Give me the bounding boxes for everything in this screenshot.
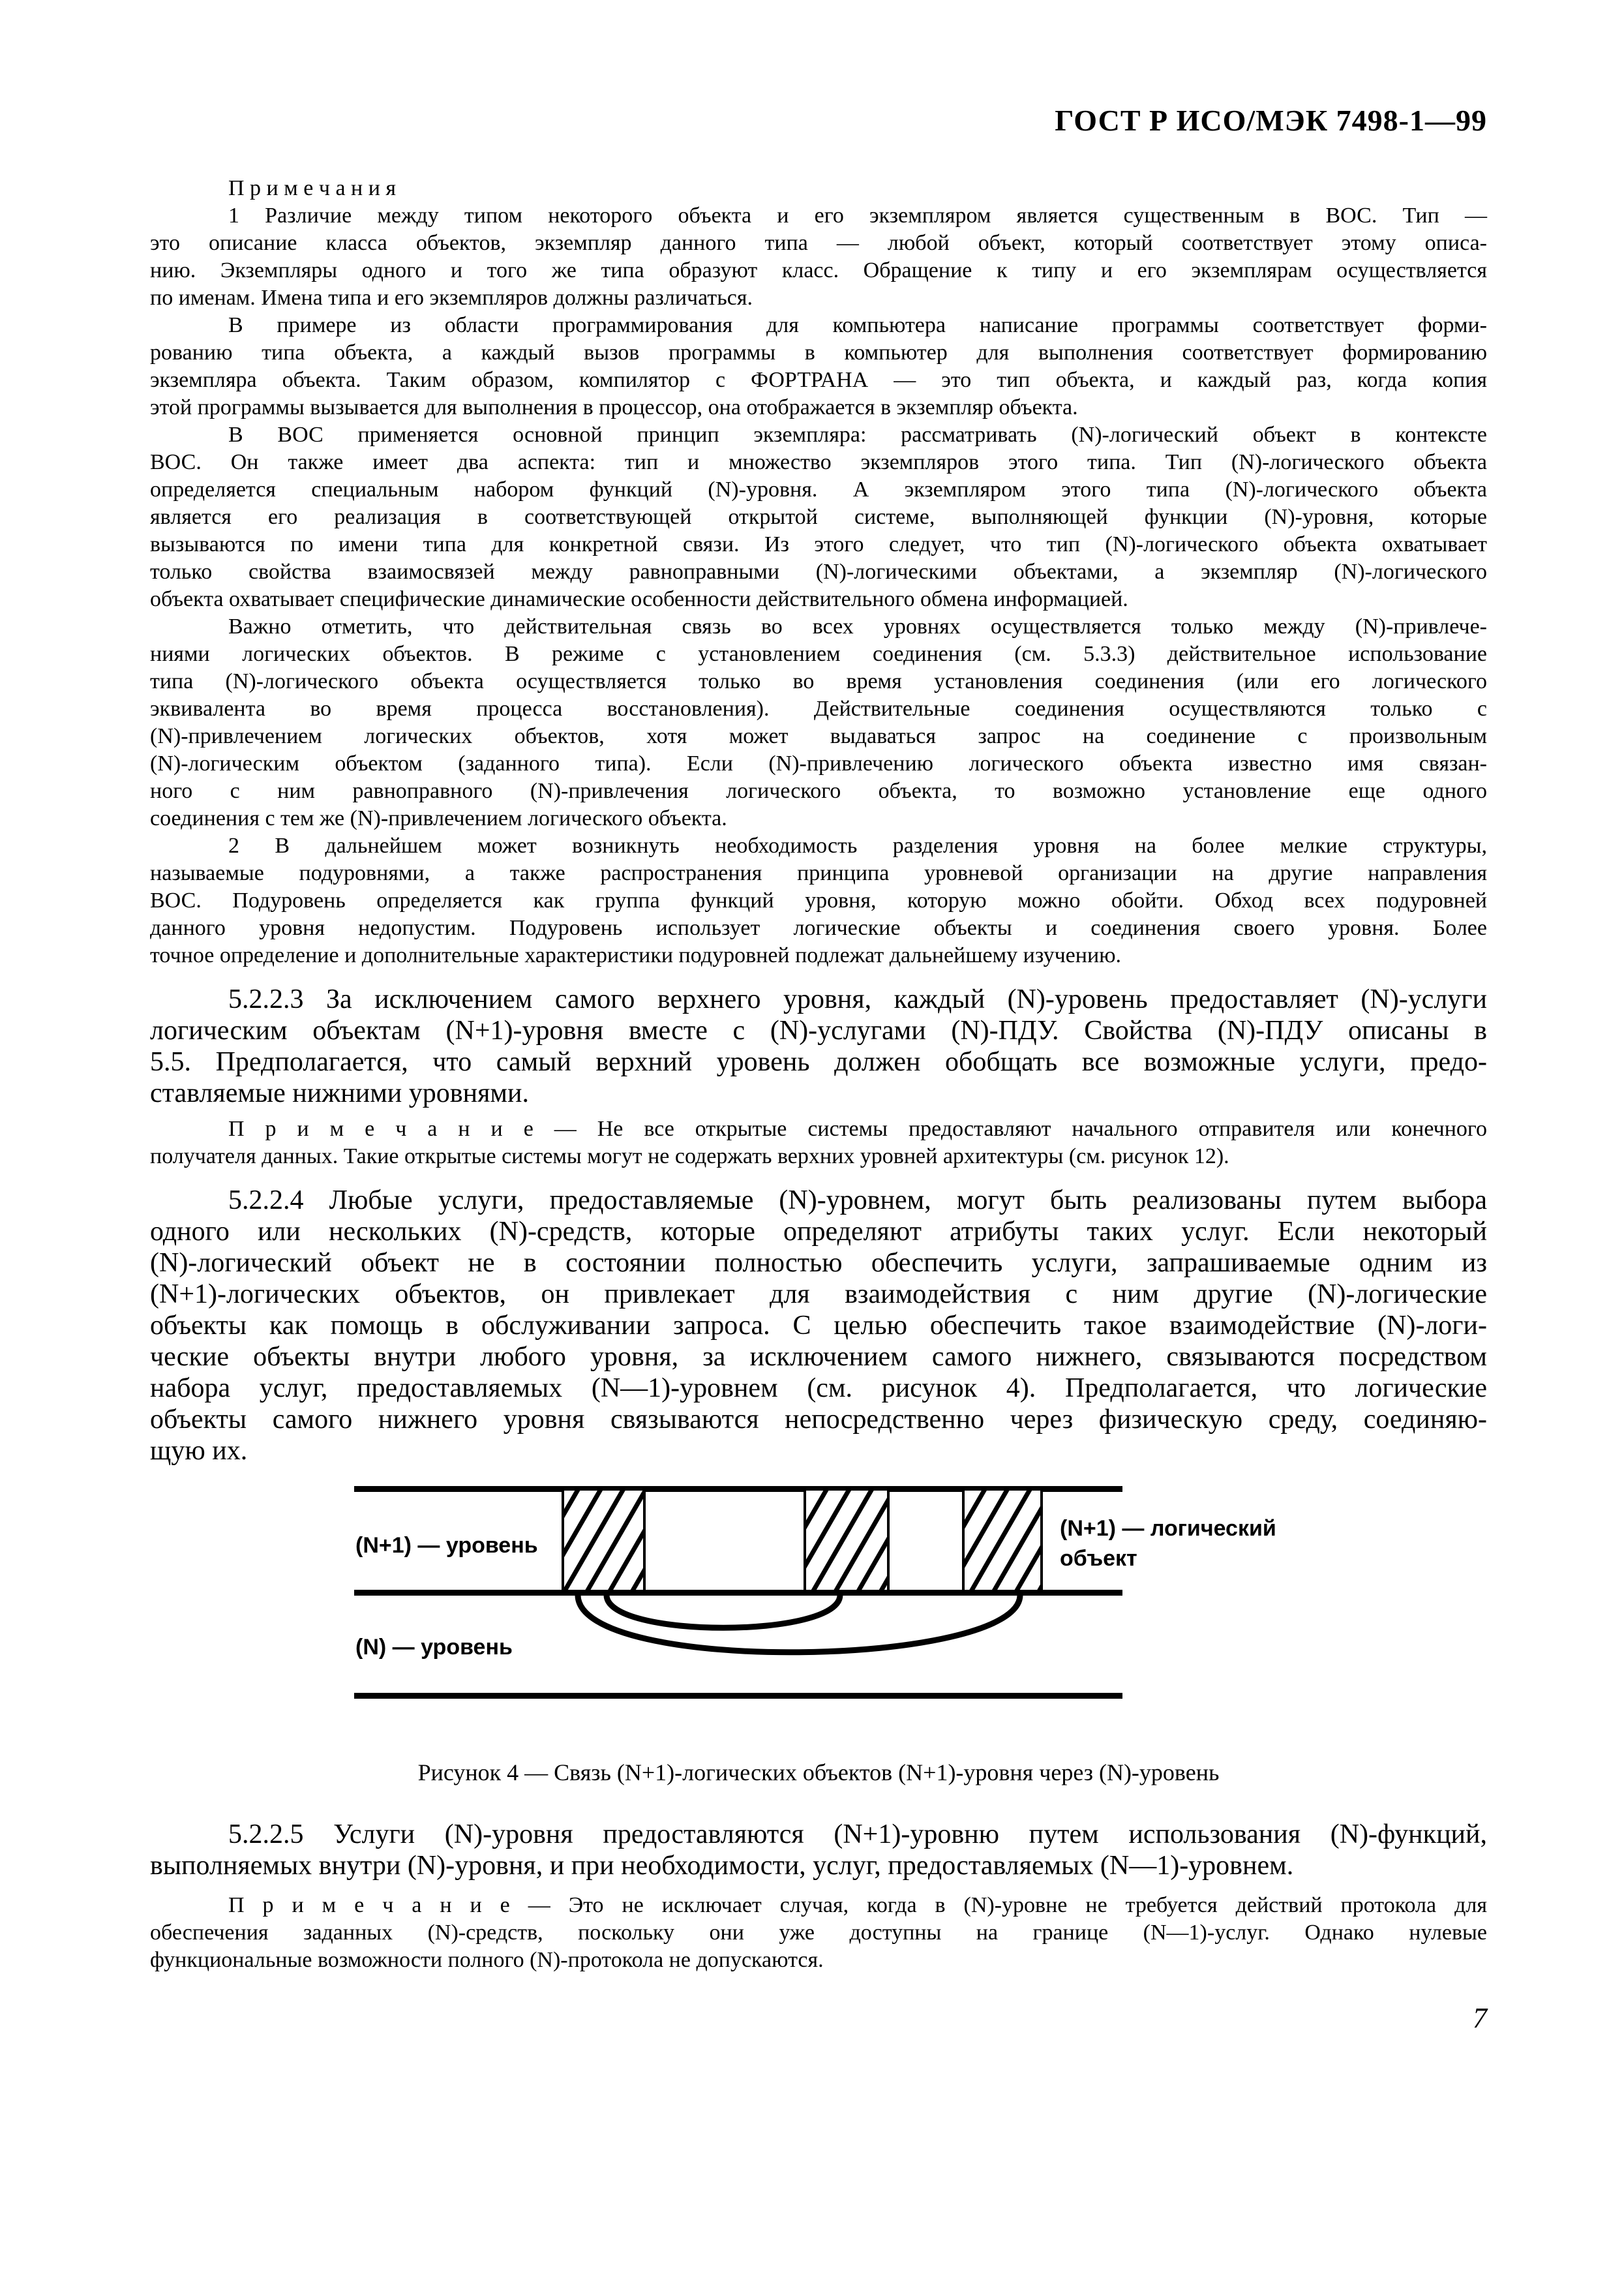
text-line: экземпляра объекта. Таким образом, компилятор с ФОРТРАНА — это тип объекта, и каждый раз, когда копия	[150, 368, 1487, 392]
text-line: П р и м е ч а н и е — Не все открытые системы предоставляют начального отправителя или конечного	[228, 1117, 1487, 1141]
text-line: ниями логических объектов. В режиме с установлением соединения (см. 5.3.3) действительное использование	[150, 642, 1487, 666]
page-content	[150, 175, 1487, 1974]
text-blocks-before-figure	[150, 175, 1487, 1466]
text-line: называемые подуровнями, а также распространения принципа уровневой организации на другие направления	[150, 861, 1487, 885]
text-line: объекты самого нижнего уровня связываются непосредственно через физическую среду, соединяю-	[150, 1405, 1487, 1435]
text-line: В примере из области программирования для компьютера написание программы соответствует форми-	[228, 313, 1487, 337]
text-line: данного уровня недопустим. Подуровень использует логические объекты и соединения своего уровня. Более	[150, 916, 1487, 940]
note-to-5-2-2-5	[150, 1892, 1487, 1974]
entity-box-3	[963, 1489, 1042, 1591]
section-5-2-2-4	[150, 1185, 1487, 1466]
text-line: это описание класса объектов, экземпляр данного типа — любой объект, который соответствует этому описа-	[150, 231, 1487, 255]
text-line: соединения с тем же (N)-привлечением логического объекта.	[150, 806, 727, 830]
text-line: одного или нескольких (N)-средств, которые определяют атрибуты таких услуг. Если некоторый	[150, 1217, 1487, 1247]
text-line: объекта охватывает специфические динамические особенности действительного обмена информацией.	[150, 587, 1128, 611]
text-line: по именам. Имена типа и его экземпляров должны различаться.	[150, 286, 753, 310]
note-2	[150, 832, 1487, 969]
text-line: объекты как помощь в обслуживании запроса. С целью обеспечить такое взаимодействие (N)-логи-	[150, 1311, 1487, 1341]
text-line: эквивалента во время процесса восстановления). Действительные соединения осуществляются только с	[150, 697, 1487, 721]
text-line: В ВОС применяется основной принцип экземпляра: рассматривать (N)-логический объект в контексте	[228, 423, 1487, 447]
document-code-header: ГОСТ Р ИСО/МЭК 7498-1—99	[1055, 104, 1487, 137]
text-line: ставляемые нижними уровнями.	[150, 1078, 529, 1108]
text-line: (N)-логический объект не в состоянии полностью обеспечить услуги, запрашиваемые одним из	[150, 1248, 1487, 1278]
text-line: является его реализация в соответствующей открытой системе, выполняющей функции (N)-уровня, которые	[150, 505, 1487, 529]
text-line: набора услуг, предоставляемых (N—1)-уровнем (см. рисунок 4). Предполагается, что логические	[150, 1373, 1487, 1403]
text-blocks-after-figure	[150, 1819, 1487, 1974]
text-line: П р и м е ч а н и е — Это не исключает случая, когда в (N)-уровне не требуется действий протокола для	[228, 1893, 1487, 1917]
figure-4	[150, 1468, 1487, 1709]
text-line: ВОС. Он также имеет два аспекта: тип и множество экземпляров этого типа. Тип (N)-логического объекта	[150, 450, 1487, 474]
lower-layer-boundary-line	[354, 1693, 1122, 1699]
text-line: нию. Экземпляры одного и того же типа образуют класс. Обращение к типу и его экземплярам осуществляется	[150, 258, 1487, 282]
section-5-2-2-5	[150, 1819, 1487, 1881]
page-number: 7	[1473, 2002, 1487, 2034]
figure-4-caption: Рисунок 4 — Связь (N+1)-логических объектов (N+1)-уровня через (N)-уровень	[417, 1759, 1220, 1785]
text-line: ного с ним равноправного (N)-привлечения логического объекта, то возможно установление еще одного	[150, 779, 1487, 803]
note-1-para-4	[150, 613, 1487, 832]
text-line: логическим объектам (N+1)-уровня вместе с (N)-услугами (N)-ПДУ. Свойства (N)-ПДУ описаны в	[150, 1016, 1487, 1046]
text-line: функциональные возможности полного (N)-протокола не допускаются.	[150, 1948, 824, 1972]
text-line: Важно отметить, что действительная связь во всех уровнях осуществляется только между (N)-привлече-	[228, 615, 1487, 639]
label-n-plus-1-entity	[1060, 1513, 1276, 1573]
inner-connection-arc	[607, 1595, 840, 1628]
text-line: выполняемых внутри (N)-уровня, и при необходимости, услуг, предоставляемых (N—1)-уровнем.	[150, 1851, 1294, 1881]
text-line: (N)-привлечением логических объектов, хотя может выдаваться запрос на соединение с произвольным	[150, 724, 1487, 748]
section-5-2-2-3	[150, 984, 1487, 1109]
notes-heading	[150, 175, 1487, 202]
note-1-para-2	[150, 312, 1487, 421]
text-line: ВОС. Подуровень определяется как группа функций уровня, которую можно обойти. Обход всех подуровней	[150, 888, 1487, 913]
text-line: рованию типа объекта, а каждый вызов программы в компьютер для выполнения соответствует формированию	[150, 341, 1487, 365]
label-n-plus-1-entity-line1: (N+1) — логический	[1060, 1516, 1276, 1541]
text-line: (N)-логическим объектом (заданного типа). Если (N)-привлечению логического объекта известно имя связан-	[150, 752, 1487, 776]
text-line: 5.2.2.4 Любые услуги, предоставляемые (N)-уровнем, могут быть реализованы путем выбора	[228, 1185, 1487, 1215]
text-line: П р и м е ч а н и я	[228, 176, 397, 200]
label-n-level: (N) — уровень	[355, 1635, 513, 1660]
text-line: типа (N)-логического объекта осуществляется только во время установления соединения (или его логического	[150, 669, 1487, 693]
text-line: вызываются по имени типа для конкретной связи. Из этого следует, что тип (N)-логического объекта охватывает	[150, 532, 1487, 556]
text-line: щую их.	[150, 1436, 248, 1466]
label-n-plus-1-level: (N+1) — уровень	[355, 1533, 538, 1558]
text-line: 5.5. Предполагается, что самый верхний уровень должен обобщать все возможные услуги, предо-	[150, 1047, 1487, 1077]
text-line: (N+1)-логических объектов, он привлекает для взаимодействия с ним другие (N)-логические	[150, 1279, 1487, 1309]
entity-box-1	[563, 1489, 644, 1591]
text-line: ческие объекты внутри любого уровня, за исключением самого нижнего, связываются посредством	[150, 1342, 1487, 1372]
text-line: 5.2.2.5 Услуги (N)-уровня предоставляются (N+1)-уровню путем использования (N)-функций,	[228, 1819, 1487, 1849]
text-line: определяется специальным набором функций (N)-уровня. А экземпляром этого типа (N)-логического объекта	[150, 478, 1487, 502]
text-line: получателя данных. Такие открытые системы могут не содержать верхних уровней архитектуры (см. рисунок 12).	[150, 1144, 1229, 1168]
note-to-5-2-2-3	[150, 1116, 1487, 1170]
text-line: 1 Различие между типом некоторого объекта и его экземпляром является существенным в ВОС. Тип —	[228, 204, 1487, 228]
note-1-para-3	[150, 421, 1487, 613]
text-line: 2 В дальнейшем может возникнуть необходимость разделения уровня на более мелкие структуры,	[228, 834, 1487, 858]
text-line: этой программы вызывается для выполнения в процессор, она отображается в экземпляр объекта.	[150, 395, 1078, 419]
text-line: обеспечения заданных (N)-средств, поскольку они уже доступны на границе (N—1)-услуг. Однако нулевые	[150, 1921, 1487, 1945]
note-1-para-1	[150, 202, 1487, 312]
text-line: точное определение и дополнительные характеристики подуровней подлежат дальнейшему изучению.	[150, 943, 1122, 967]
text-line: только свойства взаимосвязей между равноправными (N)-логическими объектами, а экземпляр (N)-логического	[150, 560, 1487, 584]
entity-box-2	[805, 1489, 888, 1591]
label-n-plus-1-entity-line2: объект	[1060, 1546, 1137, 1571]
text-line: 5.2.2.3 За исключением самого верхнего уровня, каждый (N)-уровень предоставляет (N)-услуги	[228, 984, 1487, 1014]
figure-diagram	[150, 1468, 1487, 1709]
